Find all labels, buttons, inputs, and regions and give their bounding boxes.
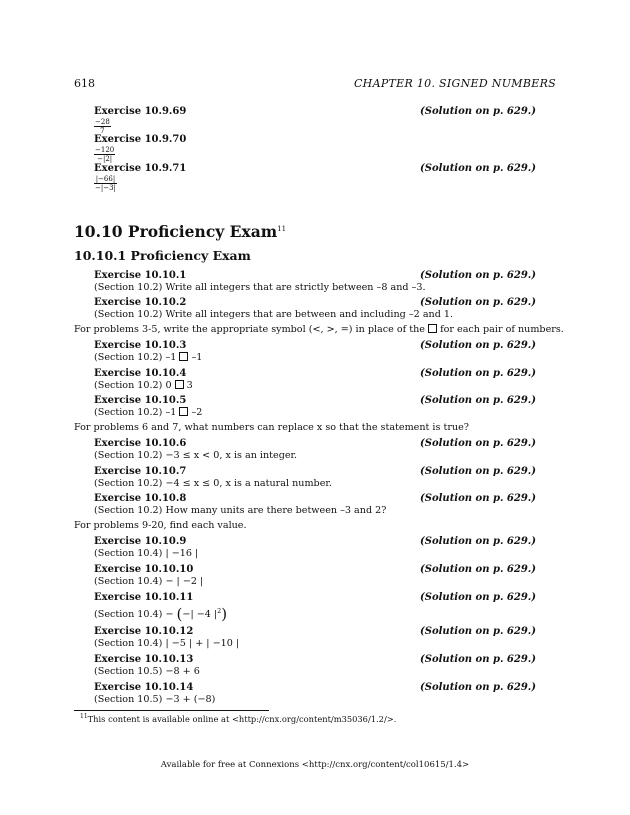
- exercise-10-10-10: [94, 564, 536, 587]
- exercise-title: Exercise 10.10.8: [94, 493, 187, 504]
- exercise-10-10-5: [94, 395, 536, 418]
- solution-link[interactable]: (Solution on p. 629.): [420, 340, 536, 351]
- instruction-note-2: For problems 6 and 7, what numbers can replace x so that the statement is true?: [74, 422, 469, 433]
- fraction: [94, 175, 117, 192]
- denominator: 7: [100, 127, 105, 135]
- solution-link[interactable]: (Solution on p. 629.): [420, 592, 536, 603]
- solution-link[interactable]: (Solution on p. 629.): [420, 626, 536, 637]
- exercise-title: Exercise 10.10.11: [94, 592, 194, 603]
- note-text-start: For problems 3-5, write the appropriate symbol (<, >, =) in place of the: [74, 324, 429, 335]
- footnote-rule: [74, 710, 269, 711]
- expr-right: –1: [188, 352, 203, 363]
- open-paren: (: [176, 605, 183, 623]
- expr-prefix: (Section 10.4) −: [94, 609, 177, 620]
- solution-link[interactable]: (Solution on p. 629.): [420, 297, 536, 308]
- exercise-title: Exercise 10.10.9: [94, 536, 187, 547]
- exercise-10-10-1: [94, 270, 536, 293]
- solution-link[interactable]: (Solution on p. 629.): [420, 654, 536, 665]
- chapter-title: CHAPTER 10. SIGNED NUMBERS: [353, 77, 556, 90]
- exercise-text: (Section 10.4) | −16 |: [94, 548, 199, 559]
- exercise-title: Exercise 10.10.4: [94, 368, 187, 379]
- expr-inner: −| −4 |: [182, 609, 218, 620]
- exercise-10-10-13: [94, 654, 536, 677]
- numerator: |−66|: [95, 175, 116, 183]
- exercise-text: (Section 10.4) | −5 | + | −10 |: [94, 638, 240, 649]
- footnote: [80, 713, 396, 724]
- exercise-10-9-71: [94, 163, 536, 193]
- expr-right: 3: [183, 380, 193, 391]
- exponent: 2: [217, 606, 222, 615]
- exercise-title: Exercise 10.10.10: [94, 564, 194, 575]
- denominator: −|2|: [97, 155, 113, 163]
- expr-right: –2: [188, 407, 203, 418]
- exercise-10-10-8: [94, 493, 536, 516]
- expr-left: (Section 10.2) –1: [94, 352, 180, 363]
- exercise-10-10-3: [94, 340, 536, 363]
- exercise-title: Exercise 10.9.71: [94, 163, 187, 174]
- exercise-title: Exercise 10.10.14: [94, 682, 194, 693]
- exercise-text: (Section 10.5) −8 + 6: [94, 666, 200, 677]
- exercise-10-10-6: [94, 438, 536, 461]
- exercise-10-9-70: [94, 134, 536, 164]
- solution-link[interactable]: (Solution on p. 629.): [420, 564, 536, 575]
- solution-link[interactable]: (Solution on p. 629.): [420, 536, 536, 547]
- numerator: −28: [95, 118, 110, 126]
- exercise-title: Exercise 10.10.1: [94, 270, 187, 281]
- page-footer[interactable]: Available for free at Connexions <http://cnx.org/content/col10615/1.4>: [160, 760, 470, 770]
- note-text-end: for each pair of numbers.: [437, 324, 564, 335]
- solution-link[interactable]: (Solution on p. 629.): [420, 106, 536, 117]
- solution-link[interactable]: (Solution on p. 629.): [420, 682, 536, 693]
- exercise-10-10-4: [94, 368, 536, 391]
- exercise-10-10-11: [94, 592, 536, 623]
- exercise-10-9-69: [94, 106, 536, 136]
- fraction: [94, 118, 111, 135]
- exercise-title: Exercise 10.9.70: [94, 134, 187, 145]
- exercise-text: (Section 10.4) − | −2 |: [94, 576, 204, 587]
- exercise-title: Exercise 10.10.12: [94, 626, 194, 637]
- denominator: −|−3|: [95, 184, 116, 192]
- exercise-title: Exercise 10.10.7: [94, 466, 187, 477]
- exercise-text: (Section 10.5) −3 + (−8): [94, 694, 216, 705]
- exercise-text: (Section 10.2) Write all integers that are strictly between –8 and –3.: [94, 282, 426, 293]
- numerator: −120: [95, 146, 115, 154]
- solution-link[interactable]: (Solution on p. 629.): [420, 438, 536, 449]
- expr-left: (Section 10.2) –1: [94, 407, 180, 418]
- exercise-10-10-2: [94, 297, 536, 320]
- page-header: [74, 77, 556, 93]
- solution-link[interactable]: (Solution on p. 629.): [420, 368, 536, 379]
- exercise-text: (Section 10.2) −4 ≤ x ≤ 0, x is a natural number.: [94, 478, 332, 489]
- exercise-text: (Section 10.2) Write all integers that are between and including –2 and 1.: [94, 309, 454, 320]
- exercise-text: (Section 10.2) −3 ≤ x < 0, x is an integer.: [94, 450, 298, 461]
- subsection-heading: 10.10.1 Proficiency Exam: [74, 248, 251, 263]
- instruction-note-1: [74, 324, 564, 335]
- exercise-10-10-14: [94, 682, 536, 705]
- instruction-note-3: For problems 9-20, find each value.: [74, 520, 247, 531]
- expr-left: (Section 10.2) 0: [94, 380, 175, 391]
- section-title: 10.10 Proficiency Exam: [74, 222, 278, 241]
- solution-link[interactable]: (Solution on p. 629.): [420, 395, 536, 406]
- close-paren: ): [221, 605, 228, 623]
- blank-box-icon: [428, 324, 437, 333]
- exercise-title: Exercise 10.9.69: [94, 106, 187, 117]
- page-number: 618: [74, 77, 95, 90]
- exercise-title: Exercise 10.10.3: [94, 340, 187, 351]
- exercise-text: (Section 10.2) How many units are there between –3 and 2?: [94, 505, 387, 516]
- exercise-title: Exercise 10.10.13: [94, 654, 194, 665]
- footnote-text[interactable]: This content is available online at <http://cnx.org/content/m35036/1.2/>.: [87, 713, 397, 724]
- solution-link[interactable]: (Solution on p. 629.): [420, 493, 536, 504]
- exercise-title: Exercise 10.10.5: [94, 395, 187, 406]
- solution-link[interactable]: (Solution on p. 629.): [420, 163, 536, 174]
- footnote-mark[interactable]: 11: [277, 224, 287, 233]
- solution-link[interactable]: (Solution on p. 629.): [420, 270, 536, 281]
- fraction: [94, 146, 115, 163]
- footnote-number: 11: [80, 713, 88, 720]
- exercise-title: Exercise 10.10.6: [94, 438, 187, 449]
- exercise-10-10-12: [94, 626, 536, 649]
- exercise-title: Exercise 10.10.2: [94, 297, 187, 308]
- exercise-10-10-7: [94, 466, 536, 489]
- solution-link[interactable]: (Solution on p. 629.): [420, 466, 536, 477]
- section-heading: [74, 222, 286, 241]
- exercise-10-10-9: [94, 536, 536, 559]
- blank-box-icon: [175, 380, 184, 389]
